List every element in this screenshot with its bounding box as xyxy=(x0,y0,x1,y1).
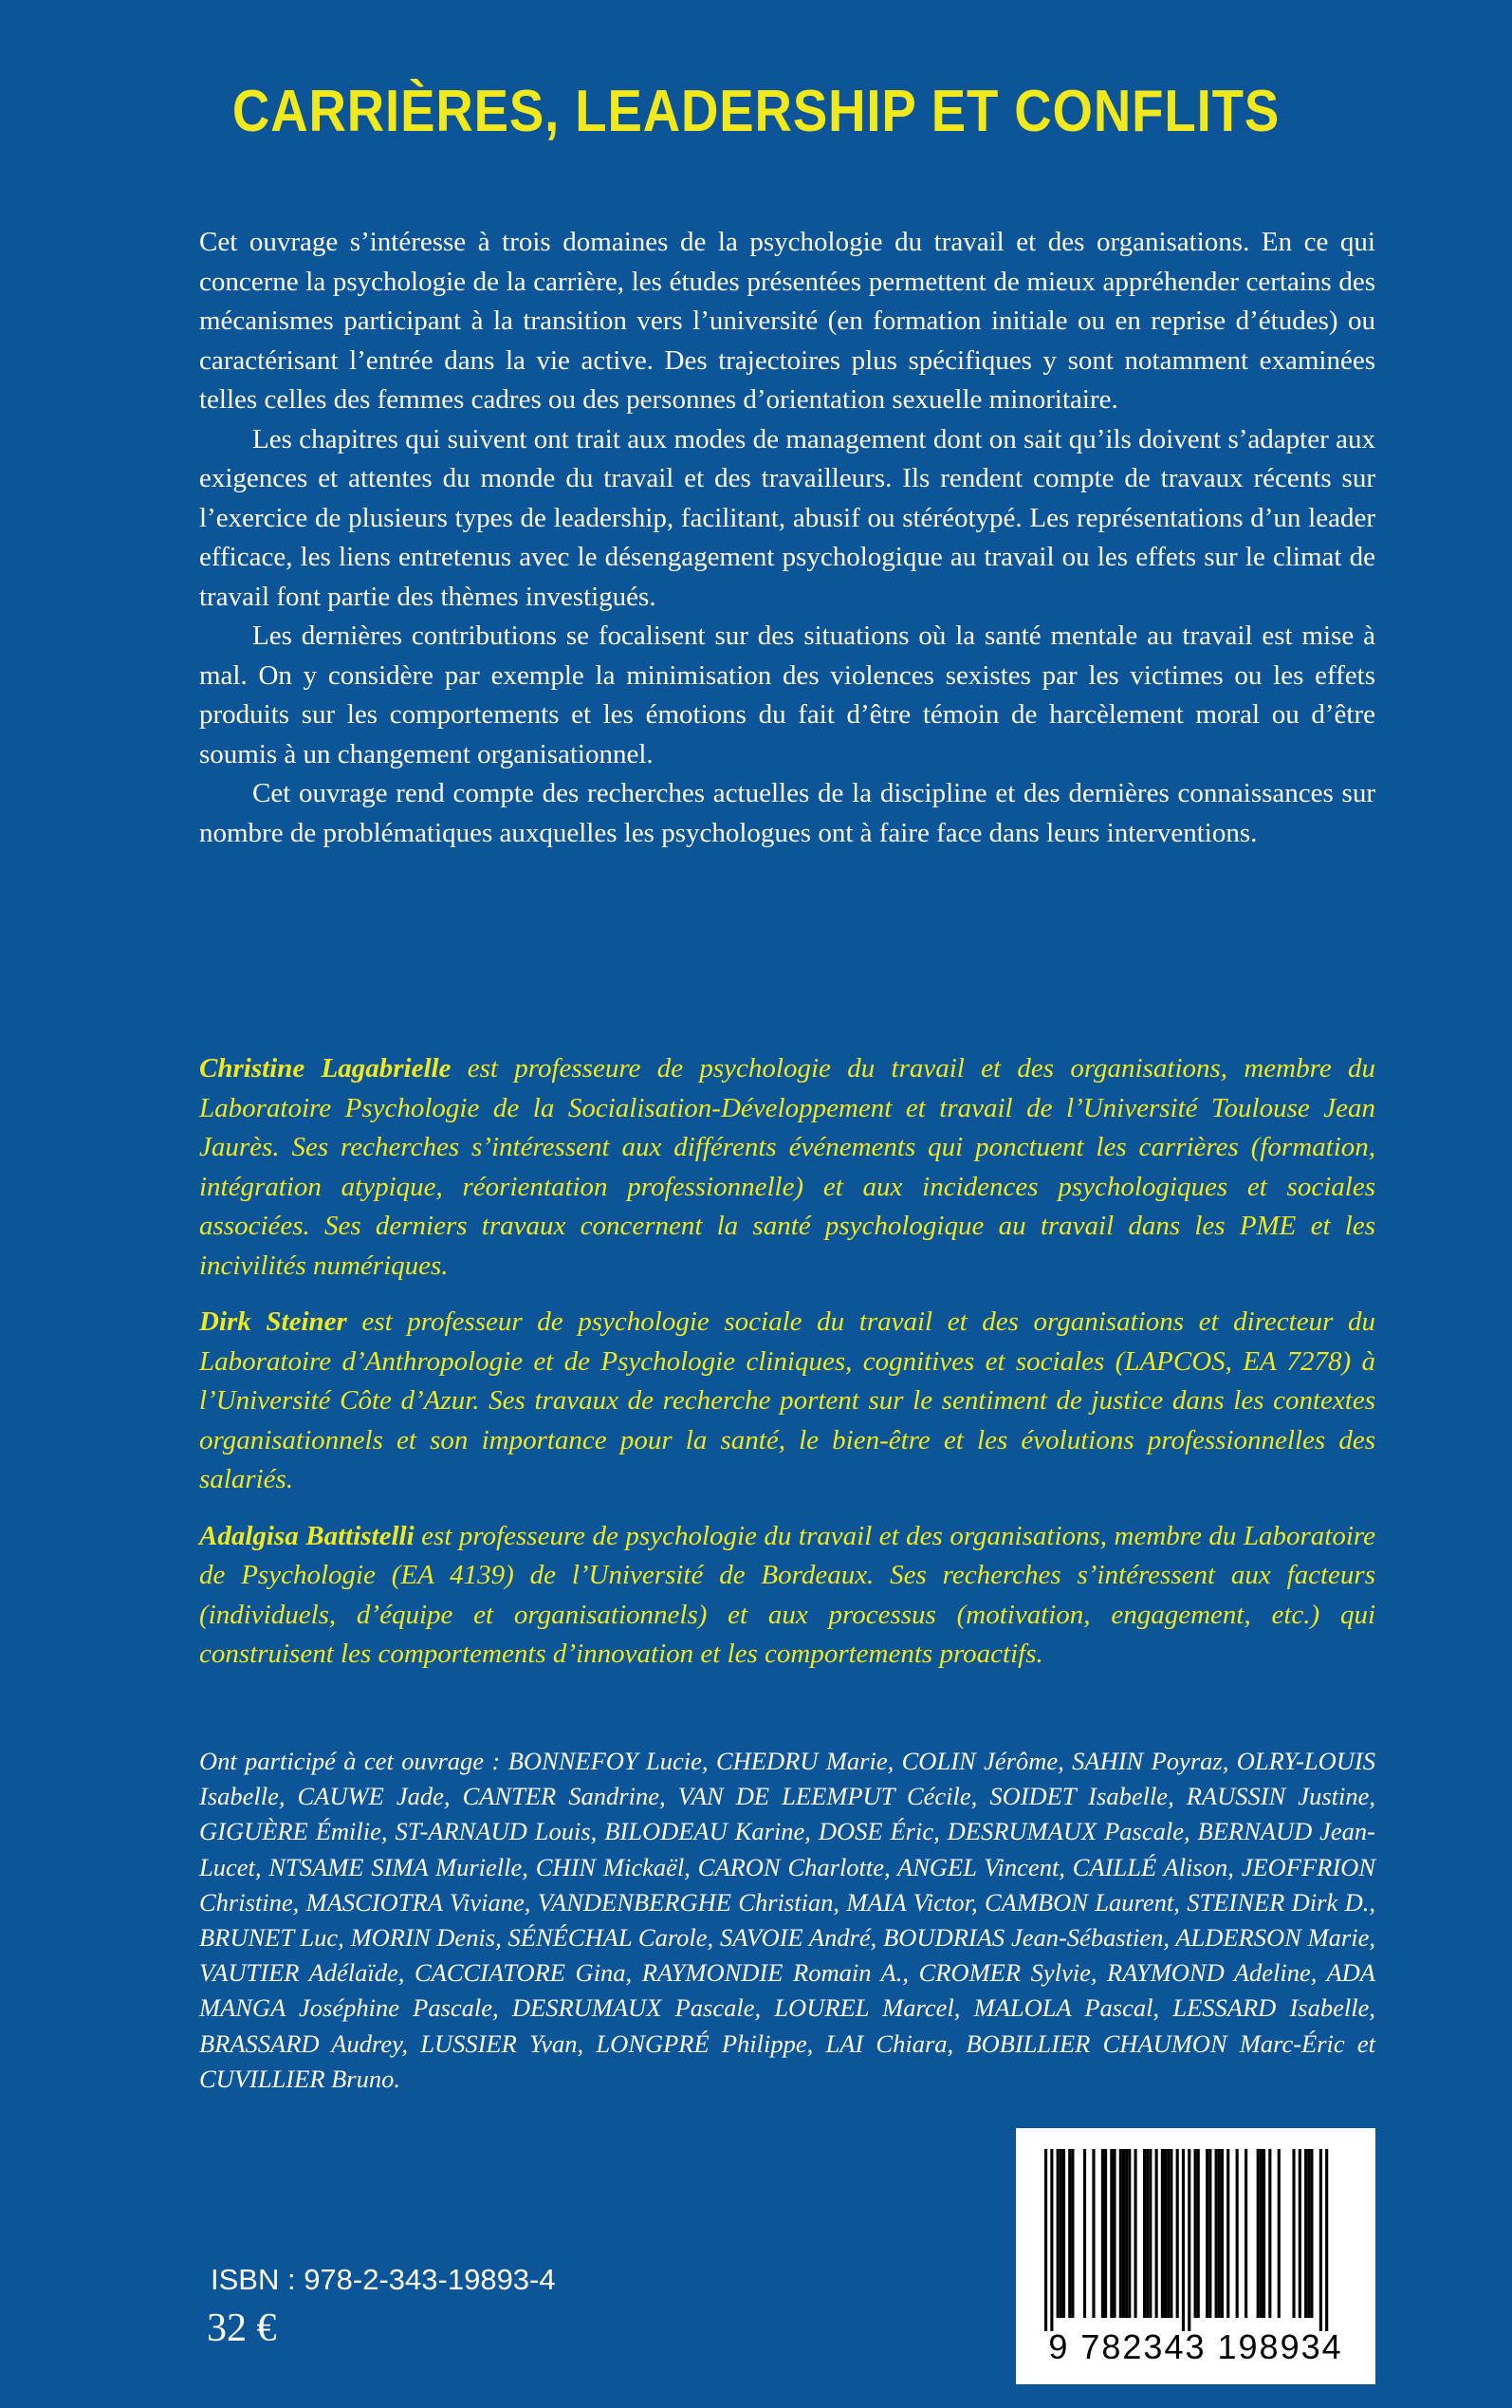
author-bio xyxy=(199,1049,1375,1286)
isbn-label: ISBN : 978-2-343-19893-4 xyxy=(211,2263,556,2296)
barcode-number: 9 782343 198934 xyxy=(1048,2327,1343,2366)
contributors-list: Ont participé à cet ouvrage : BONNEFOY Lucie, CHEDRU Marie, COLIN Jérôme, SAHIN Poyraz, OLRY-LOUIS Isabelle, CAUWE Jade, CANTER Sandrine, VAN DE LEEMPUT Cécile, SOIDET Isabelle, RAUSSIN Justine, GIGUÈRE Émilie, ST-ARNAUD Louis, BILODEAU Karine, DOSE Éric, DESRUMAUX Pascale, BERNAUD Jean-Lucet, NTSAME SIMA Murielle, CHIN Mickaël, CARON Charlotte, ANGEL Vincent, CAILLÉ Alison, JEOFFRION Christine, MASCIOTRA Viviane, VANDENBERGHE Christian, MAIA Victor, CAMBON Laurent, STEINER Dirk D., BRUNET Luc, MORIN Denis, SÉNÉCHAL Carole, SAVOIE André, BOUDRIAS Jean-Sébastien, ALDERSON Marie, VAUTIER Adélaïde, CACCIATORE Gina, RAYMONDIE Romain A., CROMER Sylvie, RAYMOND Adeline, ADA MANGA Joséphine Pascale, DESRUMAUX Pascale, LOUREL Marcel, MALOLA Pascal, LESSARD Isabelle, BRASSARD Audrey, LUSSIER Yvan, LONGPRÉ Philippe, LAI Chiara, BOBILLIER CHAUMON Marc-Éric et CUVILLIER Bruno. xyxy=(199,1747,1375,2093)
barcode-bar xyxy=(1122,2149,1125,2318)
author-name: Adalgisa Battistelli xyxy=(199,1520,415,1551)
barcode-bar xyxy=(1044,2149,1047,2331)
barcode-bar xyxy=(1304,2149,1307,2318)
barcode-bar xyxy=(1292,2149,1295,2318)
author-name: Dirk Steiner xyxy=(199,1306,347,1337)
author-bio xyxy=(199,1517,1375,1675)
barcode-bar xyxy=(1164,2149,1167,2318)
barcode-bar xyxy=(1188,2149,1190,2331)
barcode-bar xyxy=(1119,2149,1122,2318)
barcode-bar xyxy=(1146,2149,1149,2318)
barcode-bar xyxy=(1260,2149,1263,2318)
barcode-bar xyxy=(1278,2149,1281,2318)
barcode-bar xyxy=(1128,2149,1131,2318)
barcode-bar xyxy=(1071,2149,1074,2318)
author-bio-text: est professeure de psychologie du travail et des organisations, membre du Laboratoire de Psychologie (EA 4139) de l’Université de Bordeaux. Ses recherches s’intéressent aux facteurs (individuels, d’équipe et organisationnels) et aux processus (motivation, engagement, etc.) qui construisent les comportements d’innovation et les comportements proactifs. xyxy=(199,1520,1375,1669)
barcode-bar xyxy=(1113,2149,1116,2318)
barcode-bar xyxy=(1319,2149,1322,2331)
author-bio-text: est professeure de psychologie du travail et des organisations, membre du Laboratoire Psychologie de la Socialisation-Développement et travail de l’Université Toulouse Jean Jaurès. Ses recherches s’intéressent aux différents événements qui ponctuent les carrières (formation, intégration atypique, réorientation professionnelle) et aux incidences psychologiques et sociales associées. Ses derniers travaux concernent la santé psychologique au travail dans les PME et les incivilités numériques. xyxy=(199,1053,1375,1281)
author-bio-text: est professeur de psychologie sociale du travail et des organisations et directeur du Laboratoire d’Anthropologie et de Psychologie cliniques, cognitives et sociales (LAPCOS, EA 7278) à l’Université Côte d’Azur. Ses travaux de recherche portent sur le sentiment de justice dans les contextes organisationnels et son importance pour la santé, le bien-être et les évolutions professionnelles des salariés. xyxy=(199,1306,1375,1494)
barcode-bar xyxy=(1299,2149,1301,2318)
barcode-bar xyxy=(1167,2149,1170,2318)
barcode-bar xyxy=(1245,2149,1247,2318)
barcode-bar xyxy=(1208,2149,1211,2318)
barcode-bar xyxy=(1125,2149,1128,2318)
barcode-bar xyxy=(1197,2149,1200,2318)
barcode-bar xyxy=(1068,2149,1071,2318)
barcode-bar xyxy=(1161,2149,1164,2318)
barcode-bar xyxy=(1050,2149,1053,2331)
summary-paragraph: Les dernières contributions se focalisent sur des situations où la santé mentale au travail est mise à mal. On y considère par exemple la minimisation des violences sexistes par les victimes ou les effets produits sur les comportements et les émotions du fait d’être témoin de harcèlement moral ou d’être soumis à un changement organisationnel. xyxy=(199,621,1375,769)
price-label: 32 € xyxy=(207,2306,277,2350)
barcode-bar xyxy=(1263,2149,1265,2318)
barcode-bar xyxy=(1143,2149,1146,2318)
barcode-bar xyxy=(1218,2149,1221,2318)
summary-paragraph: Cet ouvrage rend compte des recherches actuelles de la discipline et des dernières connaissances sur nombre de problématiques auxquelles les psychologues ont à faire face dans leurs interventions. xyxy=(199,778,1375,848)
barcode-bar xyxy=(1257,2149,1260,2318)
barcode-bars xyxy=(1016,2128,1375,2332)
barcode-bar xyxy=(1060,2149,1062,2318)
summary-text xyxy=(199,223,1375,853)
barcode-bar xyxy=(1149,2149,1152,2318)
barcode-bar xyxy=(1104,2149,1107,2318)
barcode-bar xyxy=(1268,2149,1271,2318)
barcode-bar xyxy=(1092,2149,1095,2318)
author-name: Christine Lagabrielle xyxy=(199,1053,452,1084)
barcode-bar xyxy=(1110,2149,1113,2318)
barcode-bar xyxy=(1182,2149,1185,2331)
barcode-bar xyxy=(1215,2149,1218,2318)
barcode-bar xyxy=(1194,2149,1197,2318)
barcode-bar xyxy=(1307,2149,1310,2318)
barcode-bar xyxy=(1221,2149,1224,2318)
barcode-bar xyxy=(1101,2149,1104,2318)
summary-paragraph: Cet ouvrage s’intéresse à trois domaines de la psychologie du travail et des organisations. En ce qui concerne la psychologie de la carrière, les études présentées permettent de mieux appréhender certains des mécanismes participant à la transition vers l’université (en formation initiale ou en reprise d’études) ou caractérisant l’entrée dans la vie active. Des trajectoires plus spécifiques y sont notamment examinées telles celles des femmes cadres ou des personnes d’orientation sexuelle minoritaire. xyxy=(199,227,1375,415)
barcode-bar xyxy=(1310,2149,1313,2318)
book-title: CARRIÈRES, LEADERSHIP ET CONFLITS xyxy=(231,79,1281,144)
barcode-bar xyxy=(1057,2149,1060,2318)
barcode-bar xyxy=(1176,2149,1179,2318)
barcode-bar xyxy=(1226,2149,1229,2318)
barcode-bar xyxy=(1170,2149,1172,2318)
barcode-bar xyxy=(1155,2149,1158,2318)
barcode-bar xyxy=(1083,2149,1086,2318)
author-bio xyxy=(199,1303,1375,1500)
barcode-bar xyxy=(1236,2149,1239,2318)
barcode-bar xyxy=(1206,2149,1208,2318)
summary-paragraph: Les chapitres qui suivent ont trait aux modes de management dont on sait qu’ils doivent s’adapter aux exigences et attentes du monde du travail et des travailleurs. Ils rendent compte de travaux récents sur l’exercice de plusieurs types de leadership, facilitant, abusif ou stéréotypé. Les représentations d’un leader efficace, les liens entretenus avec le désengagement psychologique au travail ou les effets sur le climat de travail font partie des thèmes investigués. xyxy=(199,423,1375,612)
barcode-bar xyxy=(1134,2149,1137,2318)
barcode-bar xyxy=(1062,2149,1065,2318)
barcode xyxy=(1016,2128,1375,2384)
author-bios xyxy=(199,1049,1375,1692)
barcode-bar xyxy=(1325,2149,1328,2331)
